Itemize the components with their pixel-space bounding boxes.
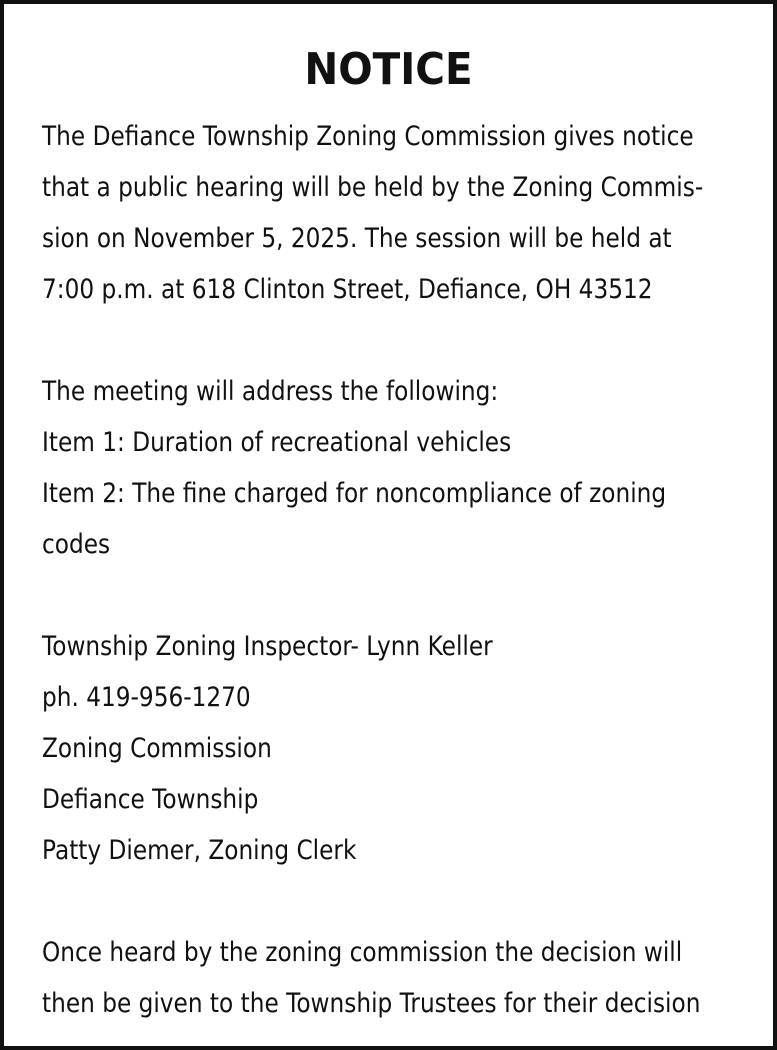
intro-line: sion on November 5, 2025. The session will be held at [42,223,672,254]
intro-line: The Defiance Township Zoning Commission gives notice [42,121,694,152]
contact-line: Defiance Township [42,784,259,815]
agenda-line: Item 2: The fine charged for noncompliance of zoning [42,478,667,509]
contact-line: Township Zoning Inspector- Lynn Keller [42,631,493,662]
closing-line: Once heard by the zoning commission the decision will [42,937,683,968]
paragraph-gap [42,876,762,927]
contact-line: ph. 419-956-1270 [42,682,251,713]
intro-line: that a public hearing will be held by the Zoning Commis- [42,172,704,203]
agenda-line: Item 1: Duration of recreational vehicles [42,427,512,458]
closing-line: then be given to the Township Trustees for their decision [42,988,701,1019]
intro-line: 7:00 p.m. at 618 Clinton Street, Defiance, OH 43512 [42,274,653,305]
agenda-line: codes [42,529,111,560]
contact-line: Zoning Commission [42,733,272,764]
paragraph-gap [42,570,762,621]
agenda-line: The meeting will address the following: [42,376,499,407]
paragraph-gap [42,315,762,366]
contact-line: Patty Diemer, Zoning Clerk [42,835,357,866]
notice-body [42,111,762,1029]
notice-title: NOTICE [304,44,473,95]
